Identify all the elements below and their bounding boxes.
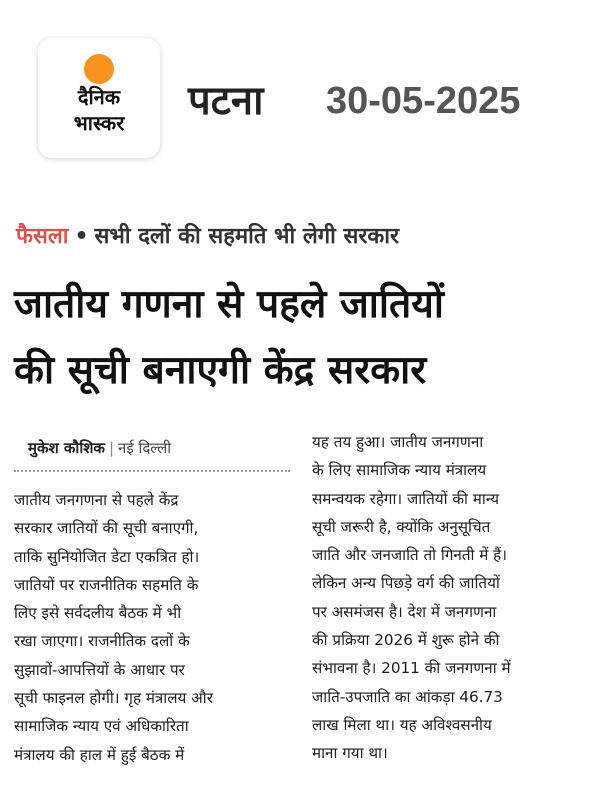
byline-separator: | [108, 439, 114, 457]
body-line: जाति-उपजाति का आंकड़ा 46.73 [312, 687, 503, 706]
headline-line: जातीय गणना से पहले जातियों [14, 282, 444, 327]
body-line: सूची फाइनल होगी। गृह मंत्रालय और [14, 689, 213, 708]
body-line: यह तय हुआ। जातीय जनगणना [312, 433, 484, 451]
dateline-place: नई दिल्ली [118, 439, 172, 457]
body-line: लेकिन अन्य पिछड़े वर्ग की जातियों [312, 574, 500, 593]
body-line: की प्रक्रिया 2026 में शुरू होने की [312, 631, 500, 650]
body-line: ताकि सुनियोजित डेटा एकत्रित हो। [14, 547, 200, 566]
newspaper-logo [38, 38, 160, 158]
body-line: पर असमंजस है। देश में जनगणना [312, 602, 497, 621]
body-line: संभावना है। 2011 की जनगणना में [312, 659, 511, 678]
article-column-left [14, 486, 292, 769]
byline [28, 436, 171, 460]
kicker-text: सभी दलों की सहमति भी लेगी सरकार [94, 224, 399, 249]
kicker-tag: फैसला [16, 224, 69, 249]
body-line: लिए इसे सर्वदलीय बैठक में भी [14, 604, 182, 623]
body-line: जातियों पर राजनीतिक सहमति के [14, 575, 199, 594]
dotted-divider [14, 470, 290, 472]
author-name: मुकेश कौशिक [28, 439, 105, 457]
edition-date: 30-05-2025 [326, 80, 521, 122]
body-line: समन्वयक रहेगा। जातियों की मान्य [312, 489, 500, 508]
logo-text-line1: दैनिक [77, 85, 121, 109]
body-line: जाति और जनजाति तो गिनती में हैं। [312, 546, 507, 565]
kicker [16, 222, 399, 252]
body-line: माना गया था। [312, 744, 388, 763]
body-line: सुझावों-आपत्तियों के आधार पर [14, 660, 185, 679]
body-line: जातीय जनगणना से पहले केंद्र [14, 491, 179, 509]
body-line: सामाजिक न्याय एवं अधिकारिता [14, 717, 189, 736]
body-line: सरकार जातियों की सूची बनाएगी, [14, 519, 199, 538]
body-line: मंत्रालय की हाल में हुई बैठक में [14, 745, 185, 764]
body-line: के लिए सामाजिक न्याय मंत्रालय [312, 461, 487, 480]
logo-text-line2: भास्कर [73, 111, 125, 135]
sun-icon [84, 54, 114, 84]
body-line: सूची जरूरी है, क्योंकि अनुसूचित [312, 517, 491, 536]
body-line: रखा जाएगा। राजनीतिक दलों के [14, 632, 190, 651]
article-column-right [312, 428, 596, 768]
kicker-bullet: • [74, 224, 89, 249]
edition-city: पटना [188, 78, 264, 124]
body-line: लाख मिला था। यह अविश्वसनीय [312, 715, 492, 734]
masthead [0, 0, 608, 190]
headline-line: की सूची बनाएगी केंद्र सरकार [14, 348, 427, 393]
headline [14, 272, 594, 404]
